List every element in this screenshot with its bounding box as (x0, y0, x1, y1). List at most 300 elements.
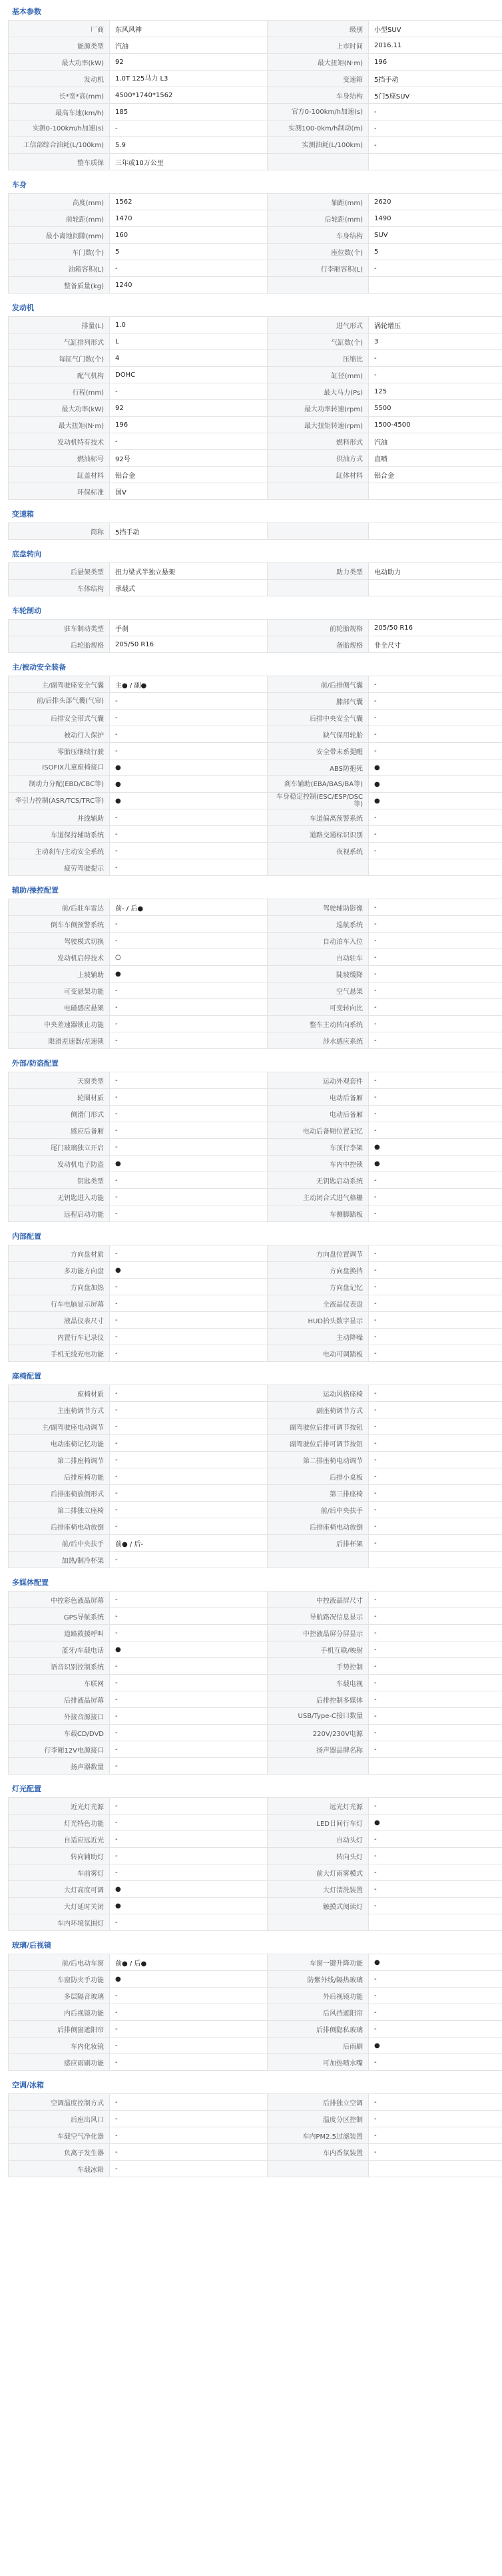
table-row (9, 949, 502, 966)
spec-label: 陡坡缓降 (268, 966, 369, 982)
table-row (9, 859, 502, 876)
spec-label: 前/后驻车雷达 (9, 899, 110, 916)
spec-label: 缸盖材料 (9, 467, 110, 483)
section-title: 座椅配置 (12, 1372, 41, 1381)
spec-label: 方向盘加热 (9, 1279, 110, 1295)
spec-value: - (110, 1122, 268, 1139)
spec-label: 配气机构 (9, 367, 110, 383)
spec-label (268, 523, 369, 540)
spec-label: 尾门玻璃独立开启 (9, 1139, 110, 1156)
spec-value: - (110, 1608, 268, 1625)
spec-value: - (369, 726, 502, 743)
spec-label: 前/后排头部气囊(气帘) (9, 693, 110, 710)
spec-value: - (110, 1452, 268, 1468)
section-title: 主/被动安全装备 (12, 663, 67, 672)
spec-label: 方向盘材质 (9, 1245, 110, 1262)
spec-label: 第二排座椅调节 (9, 1452, 110, 1468)
spec-label (268, 483, 369, 500)
table-row (9, 676, 502, 693)
spec-label: 内后视镜功能 (9, 2004, 110, 2021)
spec-label (268, 1914, 369, 1931)
spec-value: 三年或10万公里 (110, 154, 268, 170)
spec-label: 供油方式 (268, 450, 369, 467)
spec-value: - (369, 1402, 502, 1418)
spec-value (369, 1758, 502, 1775)
table-row (9, 843, 502, 859)
spec-label: 驾驶模式切换 (9, 933, 110, 949)
spec-value: - (110, 809, 268, 826)
spec-value: ● (110, 793, 268, 809)
spec-label: 后排侧窗遮阳帘 (9, 2021, 110, 2038)
section-title: 玻璃/后视镜 (12, 1941, 52, 1950)
table-row (9, 400, 502, 417)
spec-table (8, 1797, 502, 1931)
spec-label: 方向盘位置调节 (268, 1245, 369, 1262)
spec-value: - (110, 1172, 268, 1189)
spec-label: 备胎规格 (268, 636, 369, 653)
spec-value: - (369, 1468, 502, 1485)
spec-table (8, 1385, 502, 1568)
table-row (9, 1295, 502, 1312)
spec-label: 大灯延时关闭 (9, 1898, 110, 1914)
spec-value: - (369, 1205, 502, 1222)
spec-value: SUV (369, 227, 502, 244)
spec-value: ● (110, 1156, 268, 1172)
spec-value: - (369, 809, 502, 826)
spec-value: - (110, 1675, 268, 1691)
spec-label: 无钥匙启动系统 (268, 1172, 369, 1189)
spec-label: 电动后备厢位置记忆 (268, 1122, 369, 1139)
spec-label (268, 580, 369, 596)
spec-label: 倒车车侧预警系统 (9, 916, 110, 933)
spec-label: 钥匙类型 (9, 1172, 110, 1189)
spec-label: 多层隔音玻璃 (9, 1988, 110, 2004)
spec-value: ● (110, 759, 268, 776)
spec-value (369, 580, 502, 596)
spec-value: - (369, 1418, 502, 1435)
table-row (9, 2054, 502, 2071)
spec-value: - (369, 1452, 502, 1468)
spec-label: 前/后排侧气囊 (268, 676, 369, 693)
spec-value: - (110, 433, 268, 450)
spec-label: 方向盘记忆 (268, 1279, 369, 1295)
spec-value: - (110, 859, 268, 876)
spec-value: - (110, 1245, 268, 1262)
spec-value: - (369, 1798, 502, 1815)
spec-label: 方向盘换挡 (268, 1262, 369, 1279)
table-row (9, 693, 502, 710)
table-row (9, 1016, 502, 1032)
spec-label: 车窗一键升降功能 (268, 1954, 369, 1971)
spec-value: 主● / 副● (110, 676, 268, 693)
spec-table (8, 562, 502, 596)
spec-value: 1240 (110, 277, 268, 294)
spec-value: ● (369, 759, 502, 776)
spec-label: 车门数(个) (9, 244, 110, 260)
spec-value: 1.0 (110, 317, 268, 333)
table-row (9, 1658, 502, 1675)
spec-label: 上坡辅助 (9, 966, 110, 982)
spec-value: - (110, 1518, 268, 1535)
spec-value: 196 (369, 54, 502, 71)
spec-value: - (369, 2054, 502, 2071)
spec-label: 工信部综合油耗(L/100km) (9, 137, 110, 154)
spec-value: - (110, 1295, 268, 1312)
spec-value: - (110, 1089, 268, 1106)
section-title: 基本参数 (12, 7, 41, 16)
spec-label: 车道保持辅助系统 (9, 826, 110, 843)
spec-label: 电动后备厢 (268, 1106, 369, 1122)
spec-value: - (110, 1502, 268, 1518)
spec-label: 侧滑门形式 (9, 1106, 110, 1122)
spec-label: 膝部气囊 (268, 693, 369, 710)
spec-value (369, 154, 502, 170)
spec-value: 4500*1740*1562 (110, 87, 268, 104)
spec-value: ● (369, 1815, 502, 1831)
spec-label: 运动外观套件 (268, 1072, 369, 1089)
spec-label (268, 1758, 369, 1775)
spec-value: - (110, 2094, 268, 2111)
spec-value: - (110, 1708, 268, 1725)
spec-value: 承载式 (110, 580, 268, 596)
spec-value: - (110, 2004, 268, 2021)
spec-value: 汽油 (110, 37, 268, 54)
spec-value: L (110, 333, 268, 350)
spec-table (8, 1245, 502, 1362)
table-row (9, 1205, 502, 1222)
spec-value: - (110, 1329, 268, 1345)
spec-label: 涉水感应系统 (268, 1032, 369, 1049)
spec-value: 2620 (369, 194, 502, 210)
spec-value: 125 (369, 383, 502, 400)
spec-value (369, 1914, 502, 1931)
spec-label: 最大功率转速(rpm) (268, 400, 369, 417)
table-row (9, 1758, 502, 1775)
table-row (9, 1468, 502, 1485)
spec-value: - (110, 1831, 268, 1848)
table-row (9, 417, 502, 433)
spec-value: - (369, 1988, 502, 2004)
spec-value: - (110, 383, 268, 400)
spec-label: 能源类型 (9, 37, 110, 54)
table-row (9, 1898, 502, 1914)
spec-value: 160 (110, 227, 268, 244)
spec-label: 手势控制 (268, 1658, 369, 1675)
spec-label: 最大扭矩转速(rpm) (268, 417, 369, 433)
spec-value: 92 (110, 54, 268, 71)
spec-label: 副座椅调节方式 (268, 1402, 369, 1418)
spec-value: - (369, 1245, 502, 1262)
spec-value: 涡轮增压 (369, 317, 502, 333)
table-row (9, 1345, 502, 1362)
spec-value (369, 523, 502, 540)
spec-value: - (369, 1032, 502, 1049)
spec-label: 前/后中央扶手 (268, 1502, 369, 1518)
spec-value: ● (110, 1262, 268, 1279)
spec-value: - (369, 1106, 502, 1122)
spec-value: 1470 (110, 210, 268, 227)
spec-value: - (110, 1658, 268, 1675)
table-row (9, 1608, 502, 1625)
spec-value: ● (369, 1139, 502, 1156)
spec-label: 后排小桌板 (268, 1468, 369, 1485)
spec-label: 内置行车记录仪 (9, 1329, 110, 1345)
spec-value: - (110, 1741, 268, 1758)
spec-label: 触摸式阅读灯 (268, 1898, 369, 1914)
spec-value: - (110, 1914, 268, 1931)
spec-value: 1500-4500 (369, 417, 502, 433)
spec-label: 前轮距(mm) (9, 210, 110, 227)
spec-value: ● (110, 1641, 268, 1658)
spec-label: 最大扭矩(N·m) (9, 417, 110, 433)
spec-label: 可加热喷水嘴 (268, 2054, 369, 2071)
spec-value: - (369, 2094, 502, 2111)
table-row (9, 563, 502, 580)
table-row (9, 759, 502, 776)
table-row (9, 1435, 502, 1452)
spec-value: 205/50 R16 (110, 636, 268, 653)
spec-label: 燃料形式 (268, 433, 369, 450)
spec-value: 5挡手动 (110, 523, 268, 540)
spec-label: USB/Type-C接口数量 (268, 1708, 369, 1725)
table-row (9, 1798, 502, 1815)
spec-label: 最大扭矩(N·m) (268, 54, 369, 71)
spec-value: - (110, 2038, 268, 2054)
spec-value: - (110, 1988, 268, 2004)
spec-label: 车载空气净化器 (9, 2127, 110, 2144)
spec-table (8, 1954, 502, 2071)
spec-label: 实测0-100km/h加速(s) (9, 120, 110, 137)
spec-value: - (369, 1725, 502, 1741)
spec-value: - (369, 1831, 502, 1848)
spec-label: 车身结构 (268, 227, 369, 244)
spec-label: 变速箱 (268, 71, 369, 87)
spec-label: 轴距(mm) (268, 194, 369, 210)
spec-label: 自动驻车 (268, 949, 369, 966)
spec-value: - (369, 2111, 502, 2127)
spec-value: 5.9 (110, 137, 268, 154)
spec-value: - (110, 1345, 268, 1362)
spec-value: - (369, 1608, 502, 1625)
spec-value: - (110, 826, 268, 843)
spec-label: 夜视系统 (268, 843, 369, 859)
spec-value (369, 1552, 502, 1568)
spec-value: ○ (110, 949, 268, 966)
spec-value: - (110, 1385, 268, 1402)
table-row (9, 2004, 502, 2021)
table-row (9, 383, 502, 400)
table-row (9, 1691, 502, 1708)
table-row (9, 1089, 502, 1106)
spec-label: 可变转向比 (268, 999, 369, 1016)
spec-label: 负离子发生器 (9, 2144, 110, 2161)
spec-value: - (369, 966, 502, 982)
table-row (9, 809, 502, 826)
spec-value: - (369, 916, 502, 933)
table-row (9, 260, 502, 277)
spec-label: 中控液晶屏尺寸 (268, 1592, 369, 1608)
table-row (9, 1988, 502, 2004)
spec-label: 温度分区控制 (268, 2111, 369, 2127)
spec-label: 发动机启停技术 (9, 949, 110, 966)
spec-label: 全液晶仪表盘 (268, 1295, 369, 1312)
table-row (9, 120, 502, 137)
spec-value: ● (369, 2038, 502, 2054)
spec-label: 主动降噪 (268, 1329, 369, 1345)
spec-value: - (110, 1279, 268, 1295)
spec-label: 转向辅助灯 (9, 1848, 110, 1864)
spec-label: 主动闭合式进气格栅 (268, 1189, 369, 1205)
spec-value: 185 (110, 104, 268, 120)
spec-value: - (110, 1312, 268, 1329)
table-row (9, 2127, 502, 2144)
spec-label: 主座椅调节方式 (9, 1402, 110, 1418)
table-row (9, 37, 502, 54)
spec-value: - (110, 2144, 268, 2161)
spec-value: - (369, 1295, 502, 1312)
spec-label: 高度(mm) (9, 194, 110, 210)
spec-value: 5 (369, 244, 502, 260)
table-row (9, 317, 502, 333)
table-row (9, 154, 502, 170)
table-row (9, 776, 502, 793)
spec-value: - (110, 1552, 268, 1568)
spec-value: 直喷 (369, 450, 502, 467)
table-row (9, 793, 502, 809)
spec-value: - (369, 710, 502, 726)
section-title: 底盘转向 (12, 550, 41, 558)
table-row (9, 1741, 502, 1758)
spec-value: 5 (110, 244, 268, 260)
table-row (9, 1881, 502, 1898)
table-row (9, 1189, 502, 1205)
spec-value: 国V (110, 483, 268, 500)
section-title: 内部配置 (12, 1232, 41, 1241)
spec-value: - (110, 1798, 268, 1815)
spec-table (8, 899, 502, 1049)
spec-label: 副驾驶位后排可调节按钮 (268, 1435, 369, 1452)
spec-value: 1490 (369, 210, 502, 227)
spec-label: 道路交通标识识别 (268, 826, 369, 843)
spec-label: 中央差速器锁止功能 (9, 1016, 110, 1032)
spec-label: 感应后备厢 (9, 1122, 110, 1139)
spec-value: 扭力梁式半独立悬架 (110, 563, 268, 580)
spec-value: - (110, 726, 268, 743)
table-row (9, 1385, 502, 1402)
spec-value: 92 (110, 400, 268, 417)
spec-label: 中控液晶屏分屏显示 (268, 1625, 369, 1641)
spec-value: ● (369, 1954, 502, 1971)
spec-value (369, 2161, 502, 2177)
spec-value: - (369, 1625, 502, 1641)
spec-label: 发动机特有技术 (9, 433, 110, 450)
spec-value: - (369, 1435, 502, 1452)
spec-value: - (369, 1485, 502, 1502)
spec-label: 座椅材质 (9, 1385, 110, 1402)
spec-label: 导航路况信息显示 (268, 1608, 369, 1625)
spec-label: 电动座椅记忆功能 (9, 1435, 110, 1452)
table-row (9, 933, 502, 949)
spec-label: 排量(L) (9, 317, 110, 333)
table-row (9, 194, 502, 210)
section-title: 变速箱 (12, 510, 34, 519)
spec-label: 手机互联/映射 (268, 1641, 369, 1658)
spec-label: 车内化妆镜 (9, 2038, 110, 2054)
spec-value: - (369, 1518, 502, 1535)
spec-label: 车身稳定控制(ESC/ESP/DSC等) (268, 793, 369, 809)
section-title: 车轮制动 (12, 606, 41, 615)
spec-value: - (110, 1016, 268, 1032)
spec-label: 后排中央安全气囊 (268, 710, 369, 726)
spec-label: 整车主动转向系统 (268, 1016, 369, 1032)
table-row (9, 1279, 502, 1295)
table-row (9, 54, 502, 71)
table-row (9, 467, 502, 483)
spec-value: - (369, 137, 502, 154)
spec-value: - (369, 1385, 502, 1402)
table-row (9, 1156, 502, 1172)
spec-value: - (369, 2144, 502, 2161)
spec-label: GPS导航系统 (9, 1608, 110, 1625)
spec-label: 无钥匙进入功能 (9, 1189, 110, 1205)
table-row (9, 1245, 502, 1262)
table-row (9, 1831, 502, 1848)
table-row (9, 1122, 502, 1139)
spec-label: 上市时间 (268, 37, 369, 54)
spec-label: 远程启动功能 (9, 1205, 110, 1222)
spec-label: 长*宽*高(mm) (9, 87, 110, 104)
spec-label: 进气形式 (268, 317, 369, 333)
spec-value: - (110, 933, 268, 949)
table-row (9, 1914, 502, 1931)
spec-value: - (110, 999, 268, 1016)
spec-label: 第三排座椅 (268, 1485, 369, 1502)
spec-label: 电动可调踏板 (268, 1345, 369, 1362)
spec-label: 行李厢容积(L) (268, 260, 369, 277)
spec-label: 扬声器数量 (9, 1758, 110, 1775)
spec-label: 车内中控锁 (268, 1156, 369, 1172)
spec-label: 液晶仪表尺寸 (9, 1312, 110, 1329)
spec-value: - (369, 899, 502, 916)
table-row (9, 1725, 502, 1741)
spec-value: - (110, 260, 268, 277)
table-row (9, 1032, 502, 1049)
table-row (9, 1139, 502, 1156)
spec-value: - (369, 1089, 502, 1106)
spec-table (8, 523, 502, 540)
spec-label: 车内PM2.5过滤装置 (268, 2127, 369, 2144)
spec-label (268, 1552, 369, 1568)
spec-label: 制动力分配(EBD/CBC等) (9, 776, 110, 793)
spec-label: 牵引力控制(ASR/TCS/TRC等) (9, 793, 110, 809)
spec-value: - (110, 843, 268, 859)
spec-label: 道路救援呼叫 (9, 1625, 110, 1641)
spec-value: - (110, 2111, 268, 2127)
spec-value: - (369, 1262, 502, 1279)
section-title: 灯光配置 (12, 1785, 41, 1793)
spec-label: 被动行人保护 (9, 726, 110, 743)
table-row (9, 636, 502, 653)
spec-value: - (369, 120, 502, 137)
table-row (9, 71, 502, 87)
spec-value: - (369, 1658, 502, 1675)
spec-label: 最大功率(kW) (9, 54, 110, 71)
table-row (9, 999, 502, 1016)
spec-label: 220V/230V电源 (268, 1725, 369, 1741)
spec-label: HUD抬头数字显示 (268, 1312, 369, 1329)
spec-value: - (369, 1741, 502, 1758)
spec-label: 后轮距(mm) (268, 210, 369, 227)
